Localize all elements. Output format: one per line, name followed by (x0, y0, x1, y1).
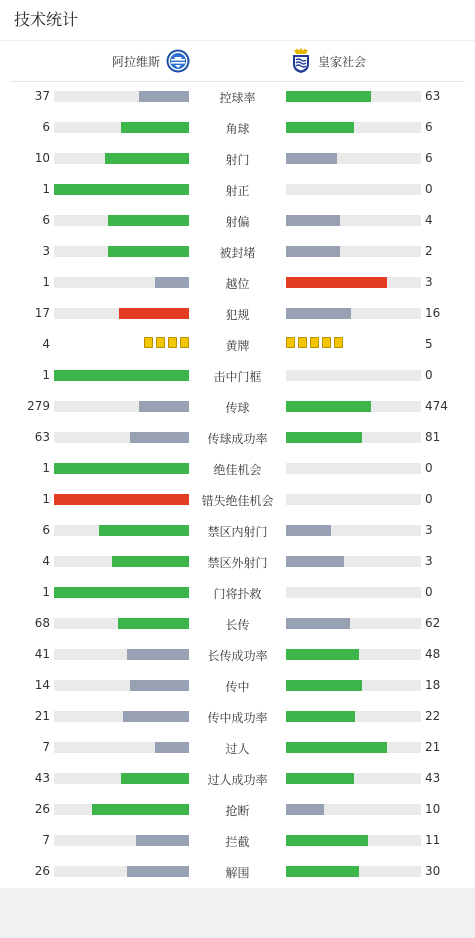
away-stat-bar-fill (286, 91, 371, 102)
away-stat-value: 81 (425, 430, 441, 444)
stat-label: 错失绝佳机会 (201, 494, 274, 508)
away-stat-value: 3 (425, 554, 433, 568)
away-stat-value: 18 (425, 678, 441, 692)
away-stat-value: 6 (425, 120, 433, 134)
stat-row (0, 763, 475, 794)
stat-label: 长传 (225, 618, 250, 632)
home-stat-value: 37 (34, 89, 50, 103)
away-stat-bar (286, 153, 421, 164)
yellow-card-icon (322, 337, 331, 348)
home-stat-bar (54, 587, 189, 598)
home-stat-value: 63 (34, 430, 50, 444)
page-title: 技术统计 (14, 10, 79, 29)
away-stat-bar (286, 246, 421, 257)
home-stat-bar-fill (136, 835, 189, 846)
home-stat-bar-fill (118, 618, 189, 629)
stat-row (0, 701, 475, 732)
stat-row (0, 391, 475, 422)
home-stat-bar-fill (155, 742, 189, 753)
stat-row (0, 174, 475, 205)
home-stat-bar (54, 122, 189, 133)
home-stat-bar-fill (155, 277, 189, 288)
stat-row (0, 608, 475, 639)
stat-label: 被封堵 (219, 246, 256, 260)
stat-row (0, 856, 475, 887)
away-stat-bar (286, 804, 421, 815)
stat-label: 过人成功率 (207, 773, 268, 787)
home-yellow-cards (144, 337, 189, 348)
home-stat-bar (54, 494, 189, 505)
away-stat-bar (286, 91, 421, 102)
away-stat-value: 21 (425, 740, 441, 754)
home-stat-value: 6 (42, 213, 50, 227)
stat-row (0, 546, 475, 577)
stat-label: 传中 (225, 680, 250, 694)
home-stat-value: 41 (34, 647, 50, 661)
yellow-card-icon (310, 337, 319, 348)
home-stat-bar (54, 711, 189, 722)
home-stat-bar-fill (105, 153, 189, 164)
away-stat-bar-fill (286, 401, 371, 412)
home-stat-bar (54, 432, 189, 443)
home-stat-bar (54, 246, 189, 257)
yellow-card-icon (334, 337, 343, 348)
away-stat-value: 4 (425, 213, 433, 227)
home-stat-bar-fill (121, 122, 189, 133)
away-stat-bar (286, 277, 421, 288)
stat-row (0, 360, 475, 391)
away-stat-value: 0 (425, 492, 433, 506)
stats-list (0, 81, 475, 887)
home-stat-value: 279 (27, 399, 50, 413)
away-stat-bar-fill (286, 618, 350, 629)
away-stat-bar-fill (286, 122, 354, 133)
away-stat-bar-fill (286, 308, 351, 319)
home-stat-bar-fill (127, 866, 189, 877)
stat-label: 门将扑救 (213, 587, 262, 601)
home-stat-bar (54, 866, 189, 877)
away-stat-value: 10 (425, 802, 441, 816)
away-stat-bar (286, 122, 421, 133)
stat-label: 抢断 (225, 804, 250, 818)
home-stat-bar (54, 835, 189, 846)
away-stat-bar (286, 494, 421, 505)
home-stat-value: 68 (34, 616, 50, 630)
away-stat-bar (286, 587, 421, 598)
stat-label: 绝佳机会 (213, 463, 262, 477)
home-stat-value: 26 (34, 864, 50, 878)
home-stat-bar (54, 618, 189, 629)
home-stat-value: 1 (42, 461, 50, 475)
stat-label: 传球 (225, 401, 250, 415)
home-stat-bar (54, 215, 189, 226)
stat-label: 解围 (225, 866, 250, 880)
away-stat-value: 0 (425, 368, 433, 382)
home-stat-value: 43 (34, 771, 50, 785)
stat-label: 拦截 (225, 835, 250, 849)
home-stat-bar-fill (130, 680, 189, 691)
away-stat-value: 5 (425, 337, 433, 351)
yellow-card-icon (144, 337, 153, 348)
home-stat-value: 1 (42, 368, 50, 382)
stat-label: 击中门框 (213, 370, 262, 384)
away-stat-bar-fill (286, 835, 368, 846)
home-stat-bar (54, 773, 189, 784)
away-stat-bar (286, 835, 421, 846)
home-stat-value: 4 (42, 337, 50, 351)
stat-row (0, 453, 475, 484)
away-stat-value: 48 (425, 647, 441, 661)
home-stat-bar-fill (108, 246, 189, 257)
home-stat-value: 4 (42, 554, 50, 568)
home-stat-bar-fill (119, 308, 189, 319)
away-stat-bar (286, 680, 421, 691)
away-stat-value: 2 (425, 244, 433, 258)
away-stat-bar-fill (286, 866, 359, 877)
home-stat-bar (54, 277, 189, 288)
stat-row (0, 825, 475, 856)
away-stat-value: 63 (425, 89, 441, 103)
home-stat-bar-fill (99, 525, 189, 536)
away-stat-value: 3 (425, 275, 433, 289)
away-stat-value: 30 (425, 864, 441, 878)
stat-label: 射正 (225, 184, 250, 198)
home-stat-bar (54, 401, 189, 412)
away-stat-bar-fill (286, 773, 354, 784)
away-stat-value: 474 (425, 399, 448, 413)
away-stat-value: 11 (425, 833, 441, 847)
home-team[interactable] (112, 48, 190, 74)
away-stat-bar (286, 866, 421, 877)
home-stat-bar (54, 804, 189, 815)
stat-label: 射偏 (225, 215, 250, 229)
home-stat-bar-fill (121, 773, 189, 784)
home-stat-value: 7 (42, 833, 50, 847)
away-team-name: 皇家社会 (318, 54, 367, 69)
away-yellow-cards (286, 337, 343, 348)
away-stat-value: 22 (425, 709, 441, 723)
stat-row (0, 484, 475, 515)
away-stat-bar-fill (286, 556, 344, 567)
home-stat-bar (54, 463, 189, 474)
stat-label: 射门 (225, 153, 250, 167)
real-sociedad-crest-icon (290, 48, 312, 74)
stat-row (0, 639, 475, 670)
home-stat-bar-fill (92, 804, 189, 815)
stat-label: 传中成功率 (207, 711, 268, 725)
stat-label: 犯规 (225, 308, 250, 322)
away-stat-bar-fill (286, 153, 337, 164)
home-stat-bar-fill (130, 432, 189, 443)
stat-label: 禁区内射门 (207, 525, 268, 539)
away-stat-bar (286, 308, 421, 319)
home-stat-bar-fill (139, 91, 189, 102)
away-stat-bar (286, 370, 421, 381)
away-stat-bar (286, 742, 421, 753)
away-stat-bar (286, 711, 421, 722)
home-stat-value: 3 (42, 244, 50, 258)
home-team-name: 阿拉维斯 (111, 54, 160, 69)
away-stat-value: 0 (425, 461, 433, 475)
home-stat-bar-fill (54, 587, 189, 598)
stat-label: 越位 (225, 277, 250, 291)
stat-label: 控球率 (219, 91, 256, 105)
away-stat-bar-fill (286, 525, 331, 536)
stat-row (0, 112, 475, 143)
stat-label: 过人 (225, 742, 250, 756)
home-stat-bar-fill (127, 649, 189, 660)
home-stat-value: 6 (42, 523, 50, 537)
home-stat-value: 10 (34, 151, 50, 165)
away-stat-value: 0 (425, 585, 433, 599)
stat-row (0, 670, 475, 701)
home-stat-bar-fill (112, 556, 189, 567)
away-stat-bar (286, 463, 421, 474)
away-stat-value: 62 (425, 616, 441, 630)
stat-label: 禁区外射门 (207, 556, 268, 570)
away-stat-value: 6 (425, 151, 433, 165)
yellow-card-icon (180, 337, 189, 348)
home-stat-bar (54, 370, 189, 381)
stat-row (0, 298, 475, 329)
home-stat-value: 21 (34, 709, 50, 723)
title-divider (0, 40, 475, 41)
home-stat-bar-fill (54, 370, 189, 381)
stat-label: 长传成功率 (207, 649, 268, 663)
away-stat-bar (286, 773, 421, 784)
home-stat-bar-fill (123, 711, 189, 722)
stat-label: 黄牌 (225, 339, 250, 353)
away-stat-bar (286, 618, 421, 629)
home-stat-bar (54, 649, 189, 660)
away-stat-bar (286, 401, 421, 412)
home-stat-bar (54, 742, 189, 753)
home-stat-bar (54, 91, 189, 102)
away-team[interactable] (290, 48, 366, 74)
away-stat-bar-fill (286, 649, 359, 660)
stat-row (0, 422, 475, 453)
home-stat-value: 1 (42, 585, 50, 599)
away-stat-bar-fill (286, 246, 340, 257)
home-stat-value: 26 (34, 802, 50, 816)
yellow-card-icon (168, 337, 177, 348)
home-stat-bar (54, 153, 189, 164)
home-stat-bar-fill (54, 494, 189, 505)
away-stat-bar-fill (286, 804, 324, 815)
stat-row (0, 205, 475, 236)
stat-row (0, 577, 475, 608)
yellow-card-icon (156, 337, 165, 348)
yellow-card-icon (298, 337, 307, 348)
home-stat-value: 1 (42, 275, 50, 289)
away-stat-bar-fill (286, 711, 355, 722)
away-stat-bar-fill (286, 277, 387, 288)
home-stat-bar-fill (139, 401, 189, 412)
home-stat-value: 7 (42, 740, 50, 754)
away-stat-bar (286, 556, 421, 567)
home-stat-value: 6 (42, 120, 50, 134)
stat-row (0, 732, 475, 763)
alaves-crest-icon (166, 49, 190, 73)
away-stat-bar-fill (286, 742, 387, 753)
home-stat-bar (54, 308, 189, 319)
home-stat-value: 1 (42, 492, 50, 506)
home-stat-value: 14 (34, 678, 50, 692)
stat-row (0, 81, 475, 112)
away-stat-bar-fill (286, 215, 340, 226)
away-stat-bar (286, 215, 421, 226)
away-stat-bar (286, 525, 421, 536)
home-stat-bar (54, 184, 189, 195)
home-stat-bar (54, 680, 189, 691)
home-stat-bar (54, 525, 189, 536)
away-stat-bar-fill (286, 432, 362, 443)
away-stat-bar (286, 432, 421, 443)
home-stat-bar-fill (108, 215, 189, 226)
away-stat-bar (286, 649, 421, 660)
away-stat-value: 43 (425, 771, 441, 785)
home-stat-bar-fill (54, 463, 189, 474)
home-stat-bar-fill (54, 184, 189, 195)
away-stat-value: 3 (425, 523, 433, 537)
yellow-card-icon (286, 337, 295, 348)
stat-row (0, 515, 475, 546)
home-stat-value: 1 (42, 182, 50, 196)
away-stat-bar (286, 184, 421, 195)
stat-row (0, 143, 475, 174)
away-stat-value: 0 (425, 182, 433, 196)
away-stat-bar-fill (286, 680, 362, 691)
home-stat-value: 17 (34, 306, 50, 320)
stat-row (0, 329, 475, 360)
stat-row (0, 267, 475, 298)
stat-label: 传球成功率 (207, 432, 268, 446)
stat-row (0, 794, 475, 825)
stat-label: 角球 (225, 122, 250, 136)
away-stat-value: 16 (425, 306, 441, 320)
stat-row (0, 236, 475, 267)
home-stat-bar (54, 556, 189, 567)
